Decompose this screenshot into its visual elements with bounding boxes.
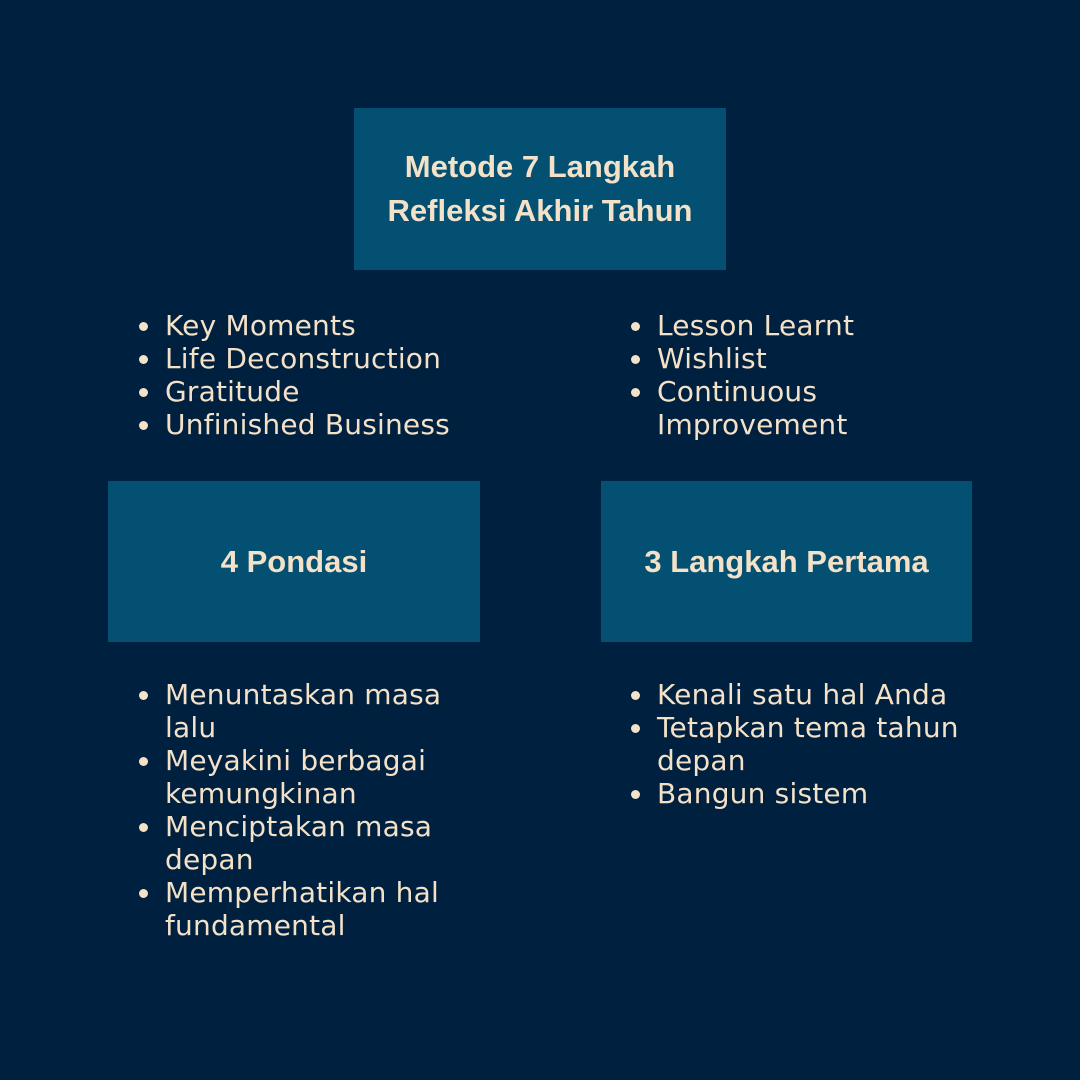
list-item: Life Deconstruction (137, 342, 477, 375)
list-item: Bangun sistem (629, 777, 969, 810)
list-item: Memperhatikan hal fundamental (137, 876, 450, 942)
list-item: Key Moments (137, 309, 477, 342)
list-item: Menciptakan masa depan (137, 810, 450, 876)
first-steps-list (629, 678, 969, 810)
list-item: Wishlist (629, 342, 969, 375)
seven-steps-list-left (137, 309, 477, 441)
list-item: Kenali satu hal Anda (629, 678, 969, 711)
seven-steps-list-right (629, 309, 969, 441)
list-item: Gratitude (137, 375, 477, 408)
list-item: Continuous Improvement (629, 375, 857, 441)
main-title-line-2: Refleksi Akhir Tahun (387, 193, 693, 228)
list-item: Meyakini berbagai kemungkinan (137, 744, 450, 810)
list-item: Unfinished Business (137, 408, 477, 441)
main-title-box (354, 108, 726, 270)
list-item: Tetapkan tema tahun depan (629, 711, 977, 777)
main-title (388, 145, 693, 233)
main-title-line-1: Metode 7 Langkah (404, 149, 676, 184)
first-steps-title: 3 Langkah Pertama (644, 543, 929, 579)
list-item: Lesson Learnt (629, 309, 969, 342)
list-item: Menuntaskan masa lalu (137, 678, 450, 744)
foundations-box (108, 481, 480, 642)
foundations-title: 4 Pondasi (220, 543, 368, 579)
foundations-list (137, 678, 467, 942)
first-steps-box (601, 481, 972, 642)
